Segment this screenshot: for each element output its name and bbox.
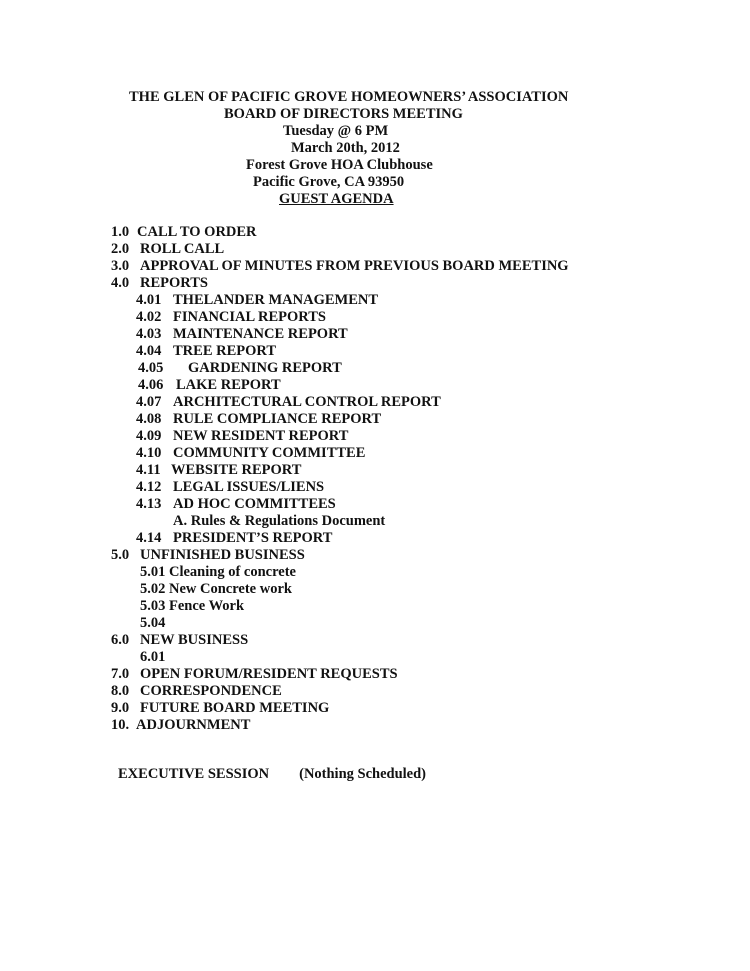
item-label: A. Rules & Regulations Document (173, 513, 386, 529)
agenda-subitem (136, 394, 441, 411)
item-number: 1.0 (111, 224, 130, 240)
item-label: LAKE REPORT (176, 377, 281, 393)
agenda-subitem (138, 360, 342, 377)
item-number: 4.11 (136, 462, 161, 478)
item-label: AD HOC COMMITTEES (173, 496, 336, 512)
item-number: 6.01 (140, 649, 166, 665)
item-number: 4.08 (136, 411, 162, 427)
agenda-title: GUEST AGENDA (279, 191, 394, 207)
item-number: 5.03 (140, 598, 166, 614)
item-number: 5.04 (140, 615, 166, 631)
agenda-subitem (136, 343, 276, 360)
agenda-subitem (136, 292, 378, 309)
agenda-item (111, 632, 248, 649)
agenda-subitem (136, 326, 348, 343)
item-number: 4.09 (136, 428, 162, 444)
meeting-city: Pacific Grove, CA 93950 (253, 174, 405, 190)
meeting-location: Forest Grove HOA Clubhouse (246, 157, 433, 173)
item-number: 4.10 (136, 445, 162, 461)
item-label: GARDENING REPORT (188, 360, 342, 376)
item-label: CORRESPONDENCE (140, 683, 282, 699)
association-name: THE GLEN OF PACIFIC GROVE HOMEOWNERS’ ASSOCIATION (129, 89, 569, 105)
agenda-subitem (136, 462, 301, 479)
agenda-subitem (140, 615, 169, 632)
item-number: 4.0 (111, 275, 130, 291)
item-number: 4.12 (136, 479, 162, 495)
item-number: 4.06 (138, 377, 164, 393)
item-label: UNFINISHED BUSINESS (140, 547, 305, 563)
item-number: 4.03 (136, 326, 162, 342)
item-label: RULE COMPLIANCE REPORT (173, 411, 382, 427)
agenda-item (111, 275, 208, 292)
item-number: 5.0 (111, 547, 130, 563)
item-label: Cleaning of concrete (169, 564, 296, 580)
item-label: ROLL CALL (140, 241, 225, 257)
item-label: COMMUNITY COMMITTEE (173, 445, 366, 461)
item-number: 9.0 (111, 700, 130, 716)
agenda-item (111, 700, 329, 717)
agenda-subitem (140, 564, 296, 581)
agenda-subitem (136, 496, 336, 513)
agenda-subsubitem (173, 513, 385, 530)
agenda-subitem (136, 530, 332, 547)
agenda-subitem (140, 581, 292, 598)
item-label: REPORTS (140, 275, 208, 291)
item-label: APPROVAL OF MINUTES FROM PREVIOUS BOARD MEETING (140, 258, 569, 274)
item-number: 5.02 (140, 581, 166, 597)
item-label: FUTURE BOARD MEETING (140, 700, 330, 716)
agenda-item (111, 258, 569, 275)
agenda-subitem (136, 309, 326, 326)
agenda-subitem (136, 445, 365, 462)
item-label: WEBSITE REPORT (171, 462, 302, 478)
item-number: 5.01 (140, 564, 166, 580)
meeting-title: BOARD OF DIRECTORS MEETING (224, 106, 463, 122)
agenda-subitem (136, 411, 381, 428)
executive-session (118, 766, 426, 783)
item-number: 7.0 (111, 666, 130, 682)
agenda-subitem (136, 428, 348, 445)
agenda-subitem (136, 479, 324, 496)
item-label: ARCHITECTURAL CONTROL REPORT (173, 394, 441, 410)
item-number: 10. (111, 717, 130, 733)
agenda-item (111, 547, 305, 564)
item-label: LEGAL ISSUES/LIENS (173, 479, 325, 495)
item-label: TREE REPORT (173, 343, 277, 359)
item-label: OPEN FORUM/RESIDENT REQUESTS (140, 666, 398, 682)
item-number: 8.0 (111, 683, 130, 699)
item-number: 4.14 (136, 530, 162, 546)
item-label: New Concrete work (169, 581, 292, 597)
agenda-item (111, 241, 224, 258)
executive-session-note: (Nothing Scheduled) (299, 766, 427, 782)
agenda-subitem (138, 377, 281, 394)
agenda-item (111, 224, 257, 241)
item-label: FINANCIAL REPORTS (173, 309, 326, 325)
item-number: 2.0 (111, 241, 130, 257)
agenda-item (111, 717, 250, 734)
executive-session-label: EXECUTIVE SESSION (118, 766, 270, 782)
agenda-item (111, 683, 282, 700)
agenda-subitem (140, 649, 169, 666)
item-number: 4.04 (136, 343, 162, 359)
item-label: NEW RESIDENT REPORT (173, 428, 349, 444)
item-number: 4.01 (136, 292, 162, 308)
item-number: 4.13 (136, 496, 162, 512)
meeting-day-time: Tuesday @ 6 PM (283, 123, 389, 139)
item-label: NEW BUSINESS (140, 632, 249, 648)
item-label: MAINTENANCE REPORT (173, 326, 348, 342)
item-number: 3.0 (111, 258, 130, 274)
agenda-subitem (140, 598, 244, 615)
item-number: 4.05 (138, 360, 164, 376)
item-label: ADJOURNMENT (136, 717, 251, 733)
item-number: 6.0 (111, 632, 130, 648)
item-label: Fence Work (169, 598, 245, 614)
item-label: THELANDER MANAGEMENT (173, 292, 379, 308)
item-number: 4.02 (136, 309, 162, 325)
item-label: CALL TO ORDER (137, 224, 257, 240)
agenda-item (111, 666, 398, 683)
item-label: PRESIDENT’S REPORT (173, 530, 333, 546)
meeting-date: March 20th, 2012 (291, 140, 400, 156)
item-number: 4.07 (136, 394, 162, 410)
